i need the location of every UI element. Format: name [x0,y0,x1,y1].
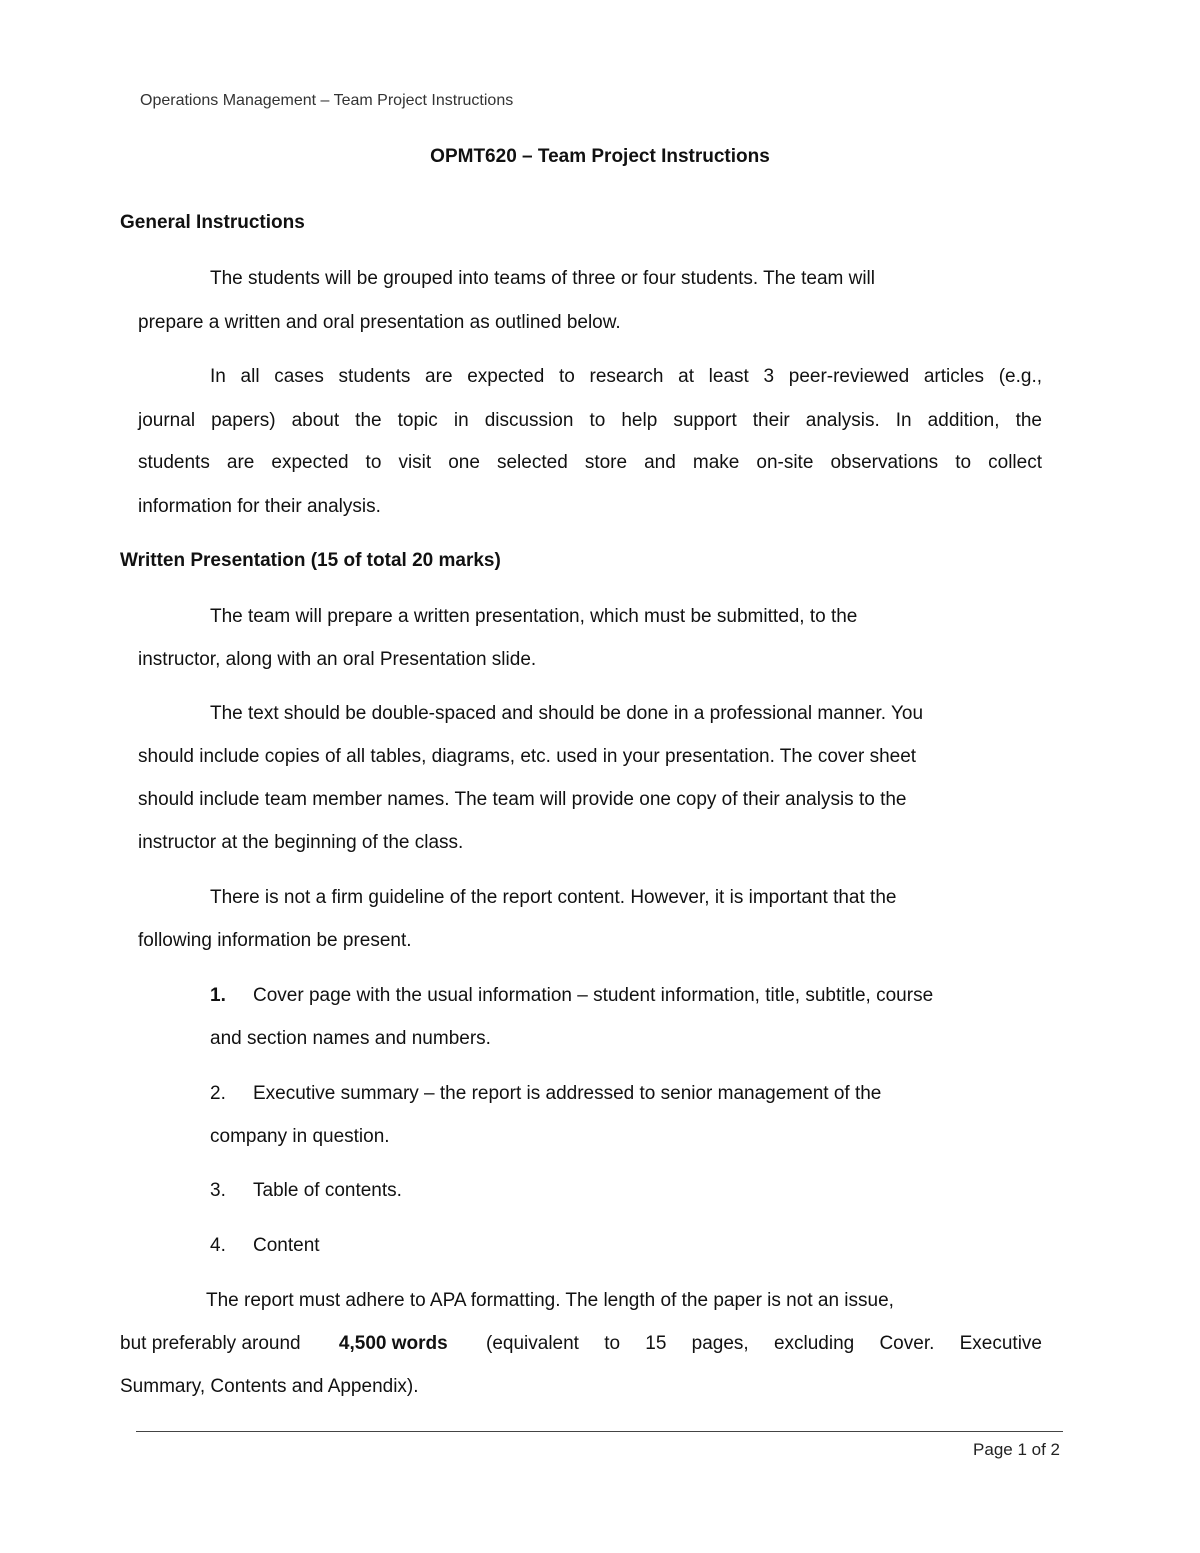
written-para1-line2: instructor, along with an oral Presentation slide. [138,649,537,670]
closing-line2-post: (equivalent to 15 pages, excluding Cover. Executive [486,1333,1042,1354]
general-para2-line3: students are expected to visit one selected store and make on-site observations to collect [138,452,1042,473]
written-para3-line2: following information be present. [138,930,412,951]
list-item-number: 1. [210,985,226,1006]
list-item-1-line2: and section names and numbers. [210,1028,491,1049]
general-instructions-heading: General Instructions [120,212,305,233]
general-para2-line4: information for their analysis. [138,496,381,517]
general-para2-line2: journal papers) about the topic in discussion to help support their analysis. In addition, the [138,410,1042,431]
list-item-1-line1: Cover page with the usual information – student information, title, subtitle, course [253,985,934,1006]
footer-divider [136,1431,1063,1432]
document-title: OPMT620 – Team Project Instructions [430,146,770,167]
list-item-2-line2: company in question. [210,1126,390,1147]
page-number: Page 1 of 2 [973,1440,1060,1459]
list-item-number: 3. [210,1180,226,1201]
written-para1-line1: The team will prepare a written presentation, which must be submitted, to the [210,606,858,627]
closing-line2-pre: but preferably around [120,1333,301,1354]
written-para2-line2: should include copies of all tables, diagrams, etc. used in your presentation. The cover sheet [138,746,917,767]
written-presentation-heading: Written Presentation (15 of total 20 marks) [120,550,501,571]
written-para2-line1: The text should be double-spaced and should be done in a professional manner. You [210,703,924,724]
list-item-number: 2. [210,1083,226,1104]
running-header: Operations Management – Team Project Instructions [140,92,514,109]
written-para3-line1: There is not a firm guideline of the report content. However, it is important that the [210,887,897,908]
closing-line1: The report must adhere to APA formatting. The length of the paper is not an issue, [206,1290,894,1311]
general-para1-line2: prepare a written and oral presentation as outlined below. [138,312,621,333]
closing-line2-bold: 4,500 words [338,1333,448,1354]
general-para1-line1: The students will be grouped into teams of three or four students. The team will [210,268,875,289]
list-item-number: 4. [210,1235,226,1256]
list-item-4-line1: Content [253,1235,320,1256]
list-item-2-line1: Executive summary – the report is addressed to senior management of the [253,1083,882,1104]
written-para2-line4: instructor at the beginning of the class. [138,832,464,853]
general-para2-line1: In all cases students are expected to research at least 3 peer-reviewed articles (e.g., [210,366,1042,387]
list-item-3-line1: Table of contents. [253,1180,402,1201]
closing-line3: Summary, Contents and Appendix). [120,1376,419,1397]
written-para2-line3: should include team member names. The team will provide one copy of their analysis to the [138,789,907,810]
closing-line2 [120,1333,1042,1355]
